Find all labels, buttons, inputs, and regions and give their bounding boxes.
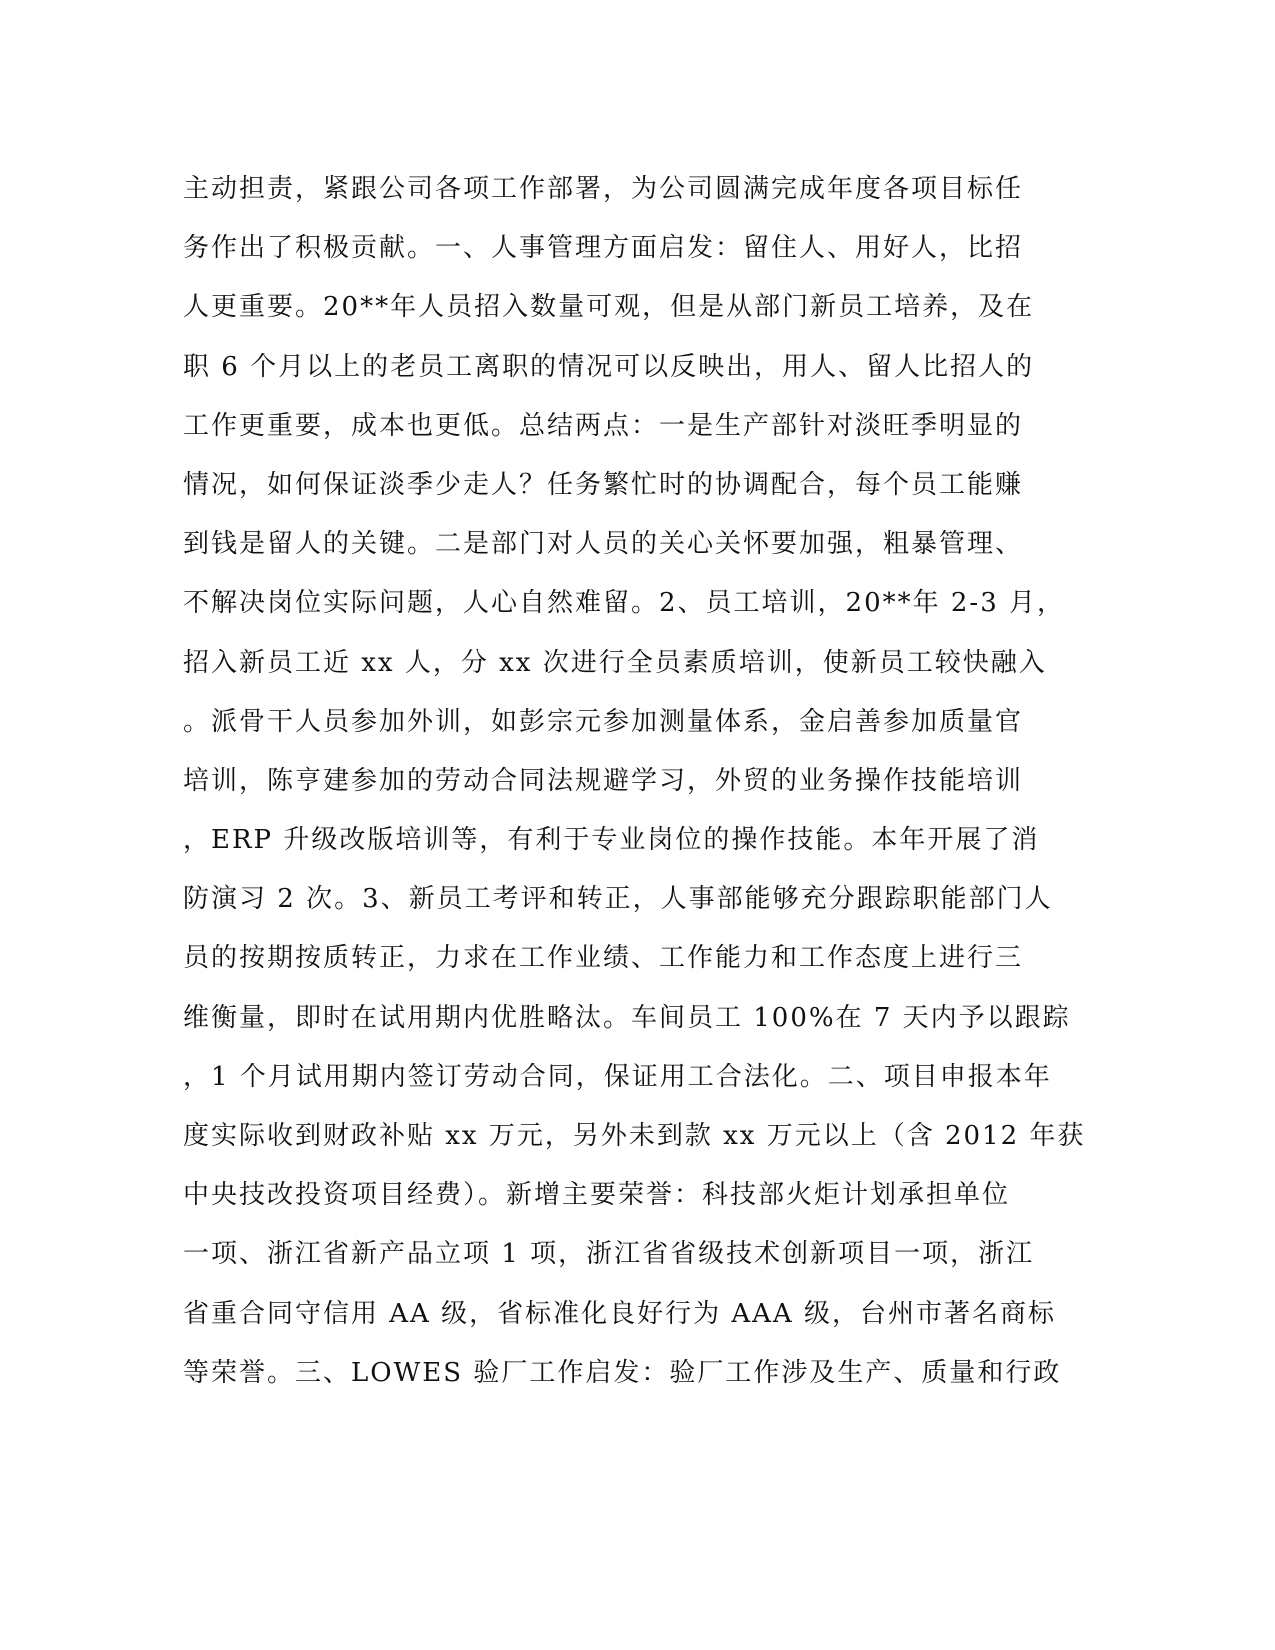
text-line: 省重合同守信用 AA 级，省标准化良好行为 AAA 级，台州市著名商标 [183, 1298, 1056, 1329]
text-line: 不解决岗位实际问题，人心自然难留。2、员工培训，20**年 2-3 月， [183, 588, 1066, 619]
text-line: 到钱是留人的关键。二是部门对人员的关心关怀要加强，粗暴管理、 [183, 529, 1024, 560]
text-line: 等荣誉。三、LOWES 验厂工作启发：验厂工作涉及生产、质量和行政 [183, 1357, 1062, 1388]
text-line: 人更重要。20**年人员招入数量可观，但是从部门新员工培养，及在 [183, 292, 1035, 323]
text-line: 一项、浙江省新产品立项 1 项，浙江省省级技术创新项目一项，浙江 [183, 1239, 1035, 1270]
text-line: ，1 个月试用期内签订劳动合同，保证用工合法化。二、项目申报本年 [183, 1061, 1052, 1092]
text-line: 中央技改投资项目经费）。新增主要荣誉：科技部火炬计划承担单位 [183, 1180, 1011, 1211]
text-line: 职 6 个月以上的老员工离职的情况可以反映出，用人、留人比招人的 [183, 351, 1035, 382]
text-line: 度实际收到财政补贴 xx 万元，另外未到款 xx 万元以上（含 2012 年获 [183, 1121, 1086, 1151]
text-line: 维衡量，即时在试用期内优胜略汰。车间员工 100%在 7 天内予以跟踪 [183, 1002, 1071, 1033]
text-line: 。派骨干人员参加外训，如彭宗元参加测量体系，金启善参加质量官 [183, 706, 1024, 737]
text-line: 招入新员工近 xx 人，分 xx 次进行全员素质培训，使新员工较快融入 [183, 647, 1047, 678]
text-line: 培训，陈亨建参加的劳动合同法规避学习，外贸的业务操作技能培训 [183, 765, 1024, 796]
body-paragraph [183, 160, 1086, 1403]
text-line: ，ERP 升级改版培训等，有利于专业岗位的操作技能。本年开展了消 [183, 825, 1040, 856]
text-line: 主动担责，紧跟公司各项工作部署，为公司圆满完成年度各项目标任 [183, 174, 1024, 204]
text-line: 防演习 2 次。3、新员工考评和转正，人事部能够充分跟踪职能部门人 [183, 884, 1053, 915]
text-line: 务作出了积极贡献。一、人事管理方面启发：留住人、用好人，比招 [183, 233, 1024, 264]
text-line: 工作更重要，成本也更低。总结两点：一是生产部针对淡旺季明显的 [183, 410, 1024, 441]
text-line: 员的按期按质转正，力求在工作业绩、工作能力和工作态度上进行三 [183, 943, 1024, 974]
text-line: 情况，如何保证淡季少走人？任务繁忙时的协调配合，每个员工能赚 [183, 469, 1024, 500]
